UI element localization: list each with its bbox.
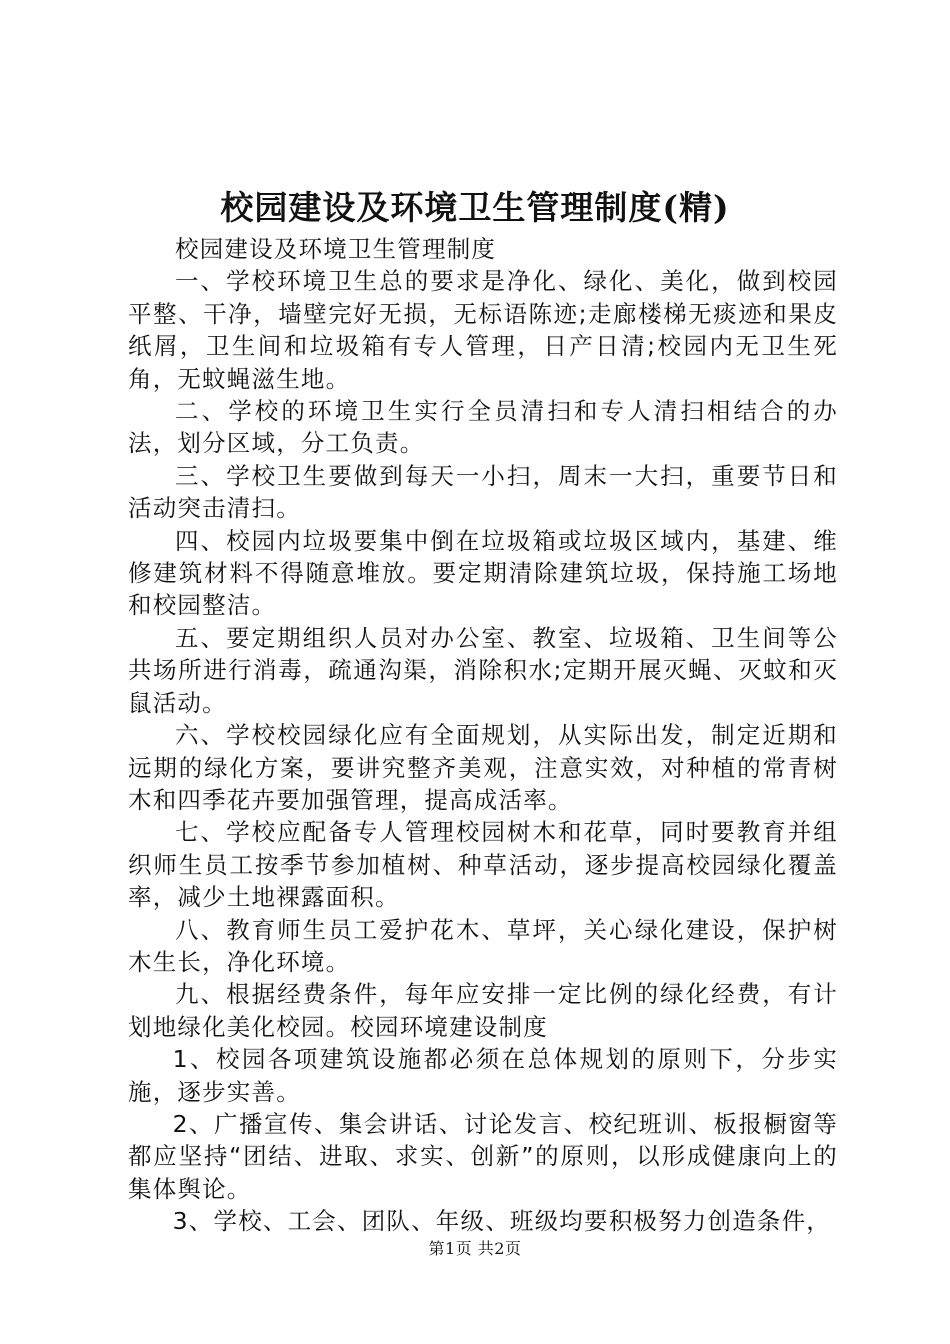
paragraph-rule-1: 1、校园各项建筑设施都必须在总体规划的原则下，分步实施，逐步实善。 xyxy=(128,1045,838,1106)
paragraph-item-2: 二、学校的环境卫生实行全员清扫和专人清扫相结合的办法，划分区域，分工负责。 xyxy=(128,397,838,458)
paragraph-subtitle: 校园建设及环境卫生管理制度 xyxy=(175,235,497,263)
document-body xyxy=(128,233,838,1238)
page-number-footer: 第1页 共2页 xyxy=(428,1239,522,1258)
paragraph-item-8: 八、教育师生员工爱护花木、草坪，关心绿化建设，保护树木生长，净化环境。 xyxy=(128,915,838,976)
paragraph-item-9: 九、根据经费条件，每年应安排一定比例的绿化经费，有计划地绿化美化校园。校园环境建设制度 xyxy=(128,980,838,1041)
document-title: 校园建设及环境卫生管理制度(精) xyxy=(220,188,730,227)
paragraph-item-5: 五、要定期组织人员对办公室、教室、垃圾箱、卫生间等公共场所进行消毒，疏通沟渠，消除积水;定期开展灭蝇、灭蚊和灭鼠活动。 xyxy=(128,623,838,717)
paragraph-rule-2: 2、广播宣传、集会讲话、讨论发言、校纪班训、板报橱窗等都应坚持“团结、进取、求实、创新”的原则，以形成健康向上的集体舆论。 xyxy=(128,1109,838,1203)
paragraph-item-1: 一、学校环境卫生总的要求是净化、绿化、美化，做到校园平整、干净，墙壁完好无损，无标语陈迹;走廊楼梯无痰迹和果皮纸屑，卫生间和垃圾箱有专人管理，日产日清;校园内无卫生死角，无蚊蝇滋生地。 xyxy=(128,267,838,393)
paragraph-item-6: 六、学校校园绿化应有全面规划，从实际出发，制定近期和远期的绿化方案，要讲究整齐美观，注意实效，对种植的常青树木和四季花卉要加强管理，提高成活率。 xyxy=(128,721,838,814)
paragraph-item-4: 四、校园内垃圾要集中倒在垃圾箱或垃圾区域内，基建、维修建筑材料不得随意堆放。要定期清除建筑垃圾，保持施工场地和校园整洁。 xyxy=(128,526,838,620)
paragraph-item-3: 三、学校卫生要做到每天一小扫，周末一大扫，重要节日和活动突击清扫。 xyxy=(128,461,838,523)
paragraph-item-7: 七、学校应配备专人管理校园树木和花草，同时要教育并组织师生员工按季节参加植树、种草活动，逐步提高校园绿化覆盖率，减少土地裸露面积。 xyxy=(128,818,838,912)
paragraph-rule-3: 3、学校、工会、团队、年级、班级均要积极努力创造条件， xyxy=(172,1207,831,1236)
